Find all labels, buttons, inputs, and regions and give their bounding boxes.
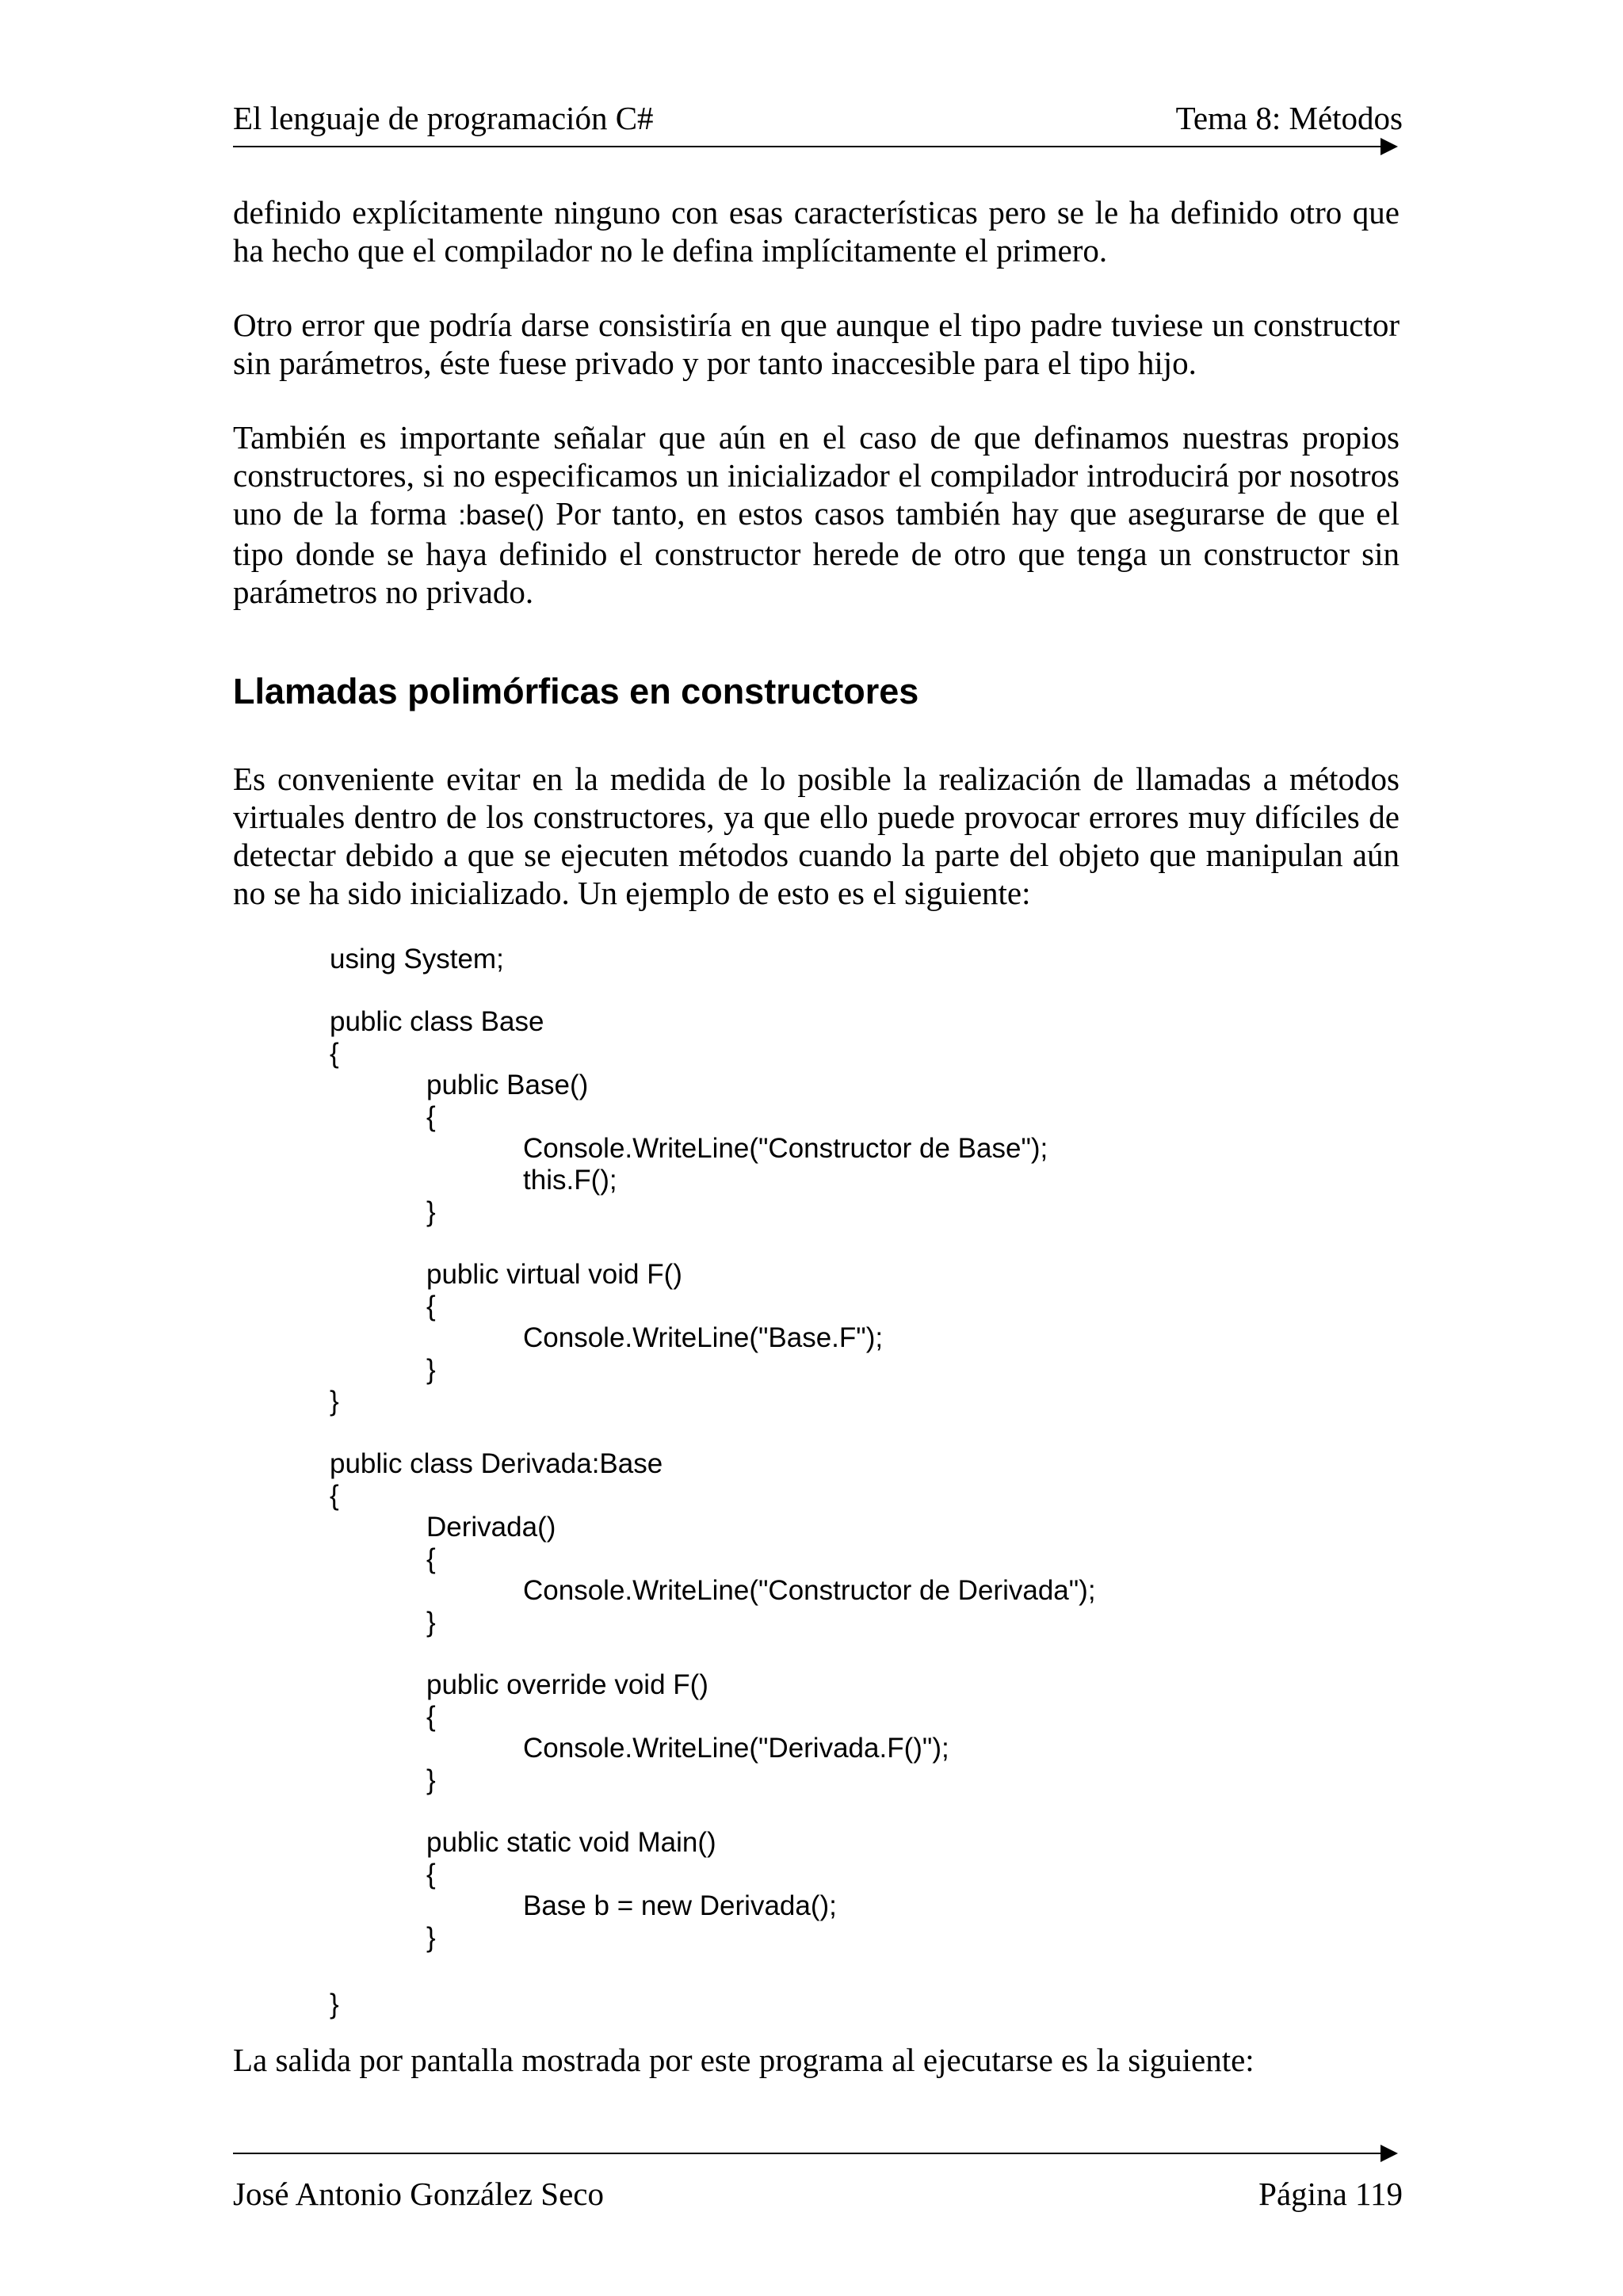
code-line: }	[426, 1354, 436, 1385]
code-line: public class Derivada:Base	[330, 1448, 663, 1479]
running-header-chapter: Tema 8: Métodos	[1175, 100, 1403, 136]
code-line: Console.WriteLine("Constructor de Derivada");	[523, 1575, 1096, 1606]
paragraph-3	[233, 418, 1400, 611]
footer-rule	[233, 2153, 1395, 2154]
footer-rule-arrow-icon	[1381, 2145, 1398, 2162]
paragraph-3-text-b: Por tanto, en estos casos también hay que asegurarse de que el tipo donde se haya definido el constructor herede de otro que tenga un constructor sin parámetros no privado.	[233, 495, 1400, 610]
inline-code-base: :base()	[458, 500, 545, 531]
code-line: {	[426, 1543, 436, 1574]
code-line: }	[330, 1386, 339, 1417]
section-heading: Llamadas polimórficas en constructores	[233, 671, 919, 711]
code-listing	[330, 944, 1400, 2020]
paragraph-5: La salida por pantalla mostrada por este programa al ejecutarse es la siguiente:	[233, 2042, 1254, 2078]
code-line: this.F();	[523, 1165, 617, 1196]
code-line: public static void Main()	[426, 1827, 716, 1858]
code-line: }	[426, 1607, 436, 1638]
code-line: Console.WriteLine("Constructor de Base");	[523, 1133, 1048, 1164]
page-body	[233, 193, 1400, 2079]
code-line: }	[426, 1922, 436, 1953]
code-line: Console.WriteLine("Base.F");	[523, 1322, 884, 1353]
code-line: public virtual void F()	[426, 1259, 682, 1290]
code-line: }	[426, 1764, 436, 1795]
code-line: public class Base	[330, 1006, 544, 1037]
code-line: using System;	[330, 944, 504, 974]
footer-page-number: Página 119	[1258, 2176, 1403, 2212]
header-rule-arrow-icon	[1381, 138, 1398, 155]
code-line: {	[330, 1480, 339, 1511]
running-header-title: El lenguaje de programación C#	[233, 100, 654, 136]
code-line: {	[426, 1101, 436, 1132]
code-line: }	[330, 1989, 339, 2019]
footer-author: José Antonio González Seco	[233, 2176, 604, 2212]
code-line: }	[426, 1196, 436, 1227]
code-line: {	[426, 1291, 436, 1322]
code-line: public override void F()	[426, 1669, 708, 1700]
code-line: {	[426, 1859, 436, 1890]
paragraph-3-text-a: También es importante señalar que aún en el caso de que definamos nuestras propios constructores, si no especificamos un inicializador el compilador introducirá por nosotros uno de la forma	[233, 419, 1400, 532]
paragraph-1: definido explícitamente ninguno con esas características pero se le ha definido otro que ha hecho que el compilador no le defina implícitamente el primero.	[233, 194, 1400, 269]
code-line: Derivada()	[426, 1512, 556, 1543]
header-rule	[233, 146, 1395, 147]
code-line: Base b = new Derivada();	[523, 1890, 837, 1921]
paragraph-2: Otro error que podría darse consistiría en que aunque el tipo padre tuviese un constructor sin parámetros, éste fuese privado y por tanto inaccesible para el tipo hijo.	[233, 307, 1400, 381]
code-line: {	[426, 1701, 436, 1732]
code-line: public Base()	[426, 1070, 589, 1100]
paragraph-4: Es conveniente evitar en la medida de lo posible la realización de llamadas a métodos virtuales dentro de los constructores, ya que ello puede provocar errores muy difíciles de detectar debido a que se ejecuten métodos cuando la parte del objeto que manipulan aún no se ha sido inicializado. Un ejemplo de esto es el siguiente:	[233, 761, 1400, 911]
code-line: Console.WriteLine("Derivada.F()");	[523, 1733, 949, 1764]
code-line: {	[330, 1038, 339, 1069]
